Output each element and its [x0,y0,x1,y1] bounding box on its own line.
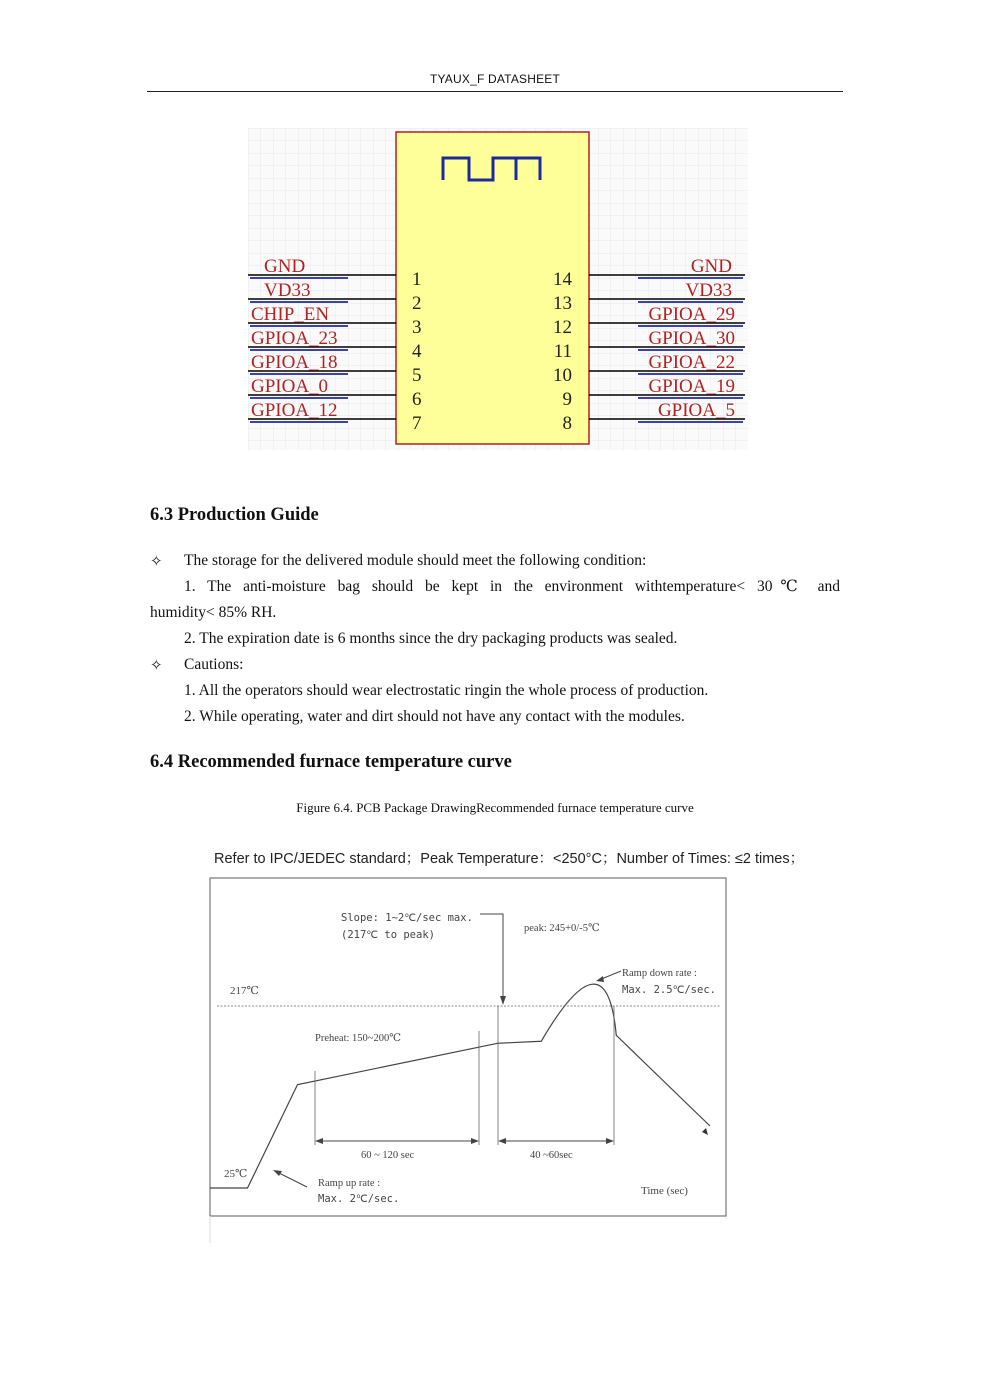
pin-label: GPIOA_19 [648,376,735,397]
caution-item-2: 2. While operating, water and dirt should not have any contact with the modules. [184,708,685,725]
pin-label: GPIOA_12 [251,400,338,421]
pin-number: 4 [412,341,422,362]
pin-number: 13 [553,293,572,314]
pin-label: GPIOA_0 [251,376,329,397]
pin-number: 9 [562,389,572,410]
pin-number: 1 [412,269,422,290]
reflow-profile-chart [205,843,835,1243]
pin-label: VD33 [264,280,311,301]
figure-caption: Figure 6.4. PCB Package DrawingRecommended furnace temperature curve [296,800,694,815]
pin-number: 8 [562,413,572,434]
slope-label-line-2: (217℃ to peak) [341,929,435,941]
pin-label: CHIP_EN [251,304,330,325]
liquidus-time-label: 40 ~60sec [530,1150,573,1161]
pin-number: 7 [412,413,422,434]
section-6-3-heading: 6.3 Production Guide [150,505,319,525]
bullet-icon: ✧ [150,656,163,674]
pin-label: GPIOA_29 [648,304,735,325]
pin-number: 10 [553,365,572,386]
start-temp-label: 25℃ [224,1168,248,1180]
storage-item-2: 2. The expiration date is 6 months since the dry packaging products was sealed. [184,630,678,647]
storage-item-1-line-2: humidity< 85% RH. [150,604,277,621]
ramp-down-label-line-2: Max. 2.5℃/sec. [622,984,716,996]
storage-item-1-line-1: 1. The anti-moisture bag should be kept in the environment withtemperature< 30℃ and [184,578,840,595]
slope-label-line-1: Slope: 1~2℃/sec max. [341,912,473,924]
pin-label: GND [690,256,732,277]
pin-label: GPIOA_23 [251,328,338,349]
pin-label: GND [264,256,306,277]
pin-label: GPIOA_30 [648,328,735,349]
peak-label: peak: 245+0/-5℃ [524,923,600,934]
preheat-label: Preheat: 150~200℃ [315,1033,401,1044]
cautions-intro-text: Cautions: [184,656,244,673]
pin-label: GPIOA_18 [251,352,338,373]
liquidus-label: 217℃ [230,985,259,997]
module-pinout-diagram [248,128,748,450]
caution-item-1: 1. All the operators should wear electrostatic ringin the whole process of production. [184,682,709,699]
x-axis-label: Time (sec) [641,1185,688,1197]
storage-bullet [150,548,840,574]
pin-label: GPIOA_5 [657,400,735,421]
cautions-bullet [150,652,840,678]
pin-number: 2 [412,293,422,314]
plot-frame [210,878,726,1216]
pin-label: VD33 [685,280,732,301]
ramp-up-label-line-1: Ramp up rate : [318,1178,381,1189]
pin-label: GPIOA_22 [648,352,735,373]
pin-number: 3 [412,317,422,338]
pin-number: 14 [553,269,572,290]
pin-number: 5 [412,365,422,386]
header-rule [147,91,843,92]
storage-intro-text: The storage for the delivered module should meet the following condition: [184,552,647,569]
pin-number: 12 [553,317,572,338]
header-title: TYAUX_F DATASHEET [429,72,561,86]
preheat-time-label: 60 ~ 120 sec [361,1150,415,1161]
ramp-down-label-line-1: Ramp down rate : [622,968,697,979]
chart-title: Refer to IPC/JEDEC standard；Peak Temperature：<250°C；Number of Times: ≤2 times； [214,851,805,867]
pin-number: 11 [553,341,572,362]
ramp-up-label-line-2: Max. 2℃/sec. [318,1193,400,1205]
section-6-4-heading: 6.4 Recommended furnace temperature curve [150,752,512,772]
pin-number: 6 [412,389,422,410]
bullet-icon: ✧ [150,552,163,570]
